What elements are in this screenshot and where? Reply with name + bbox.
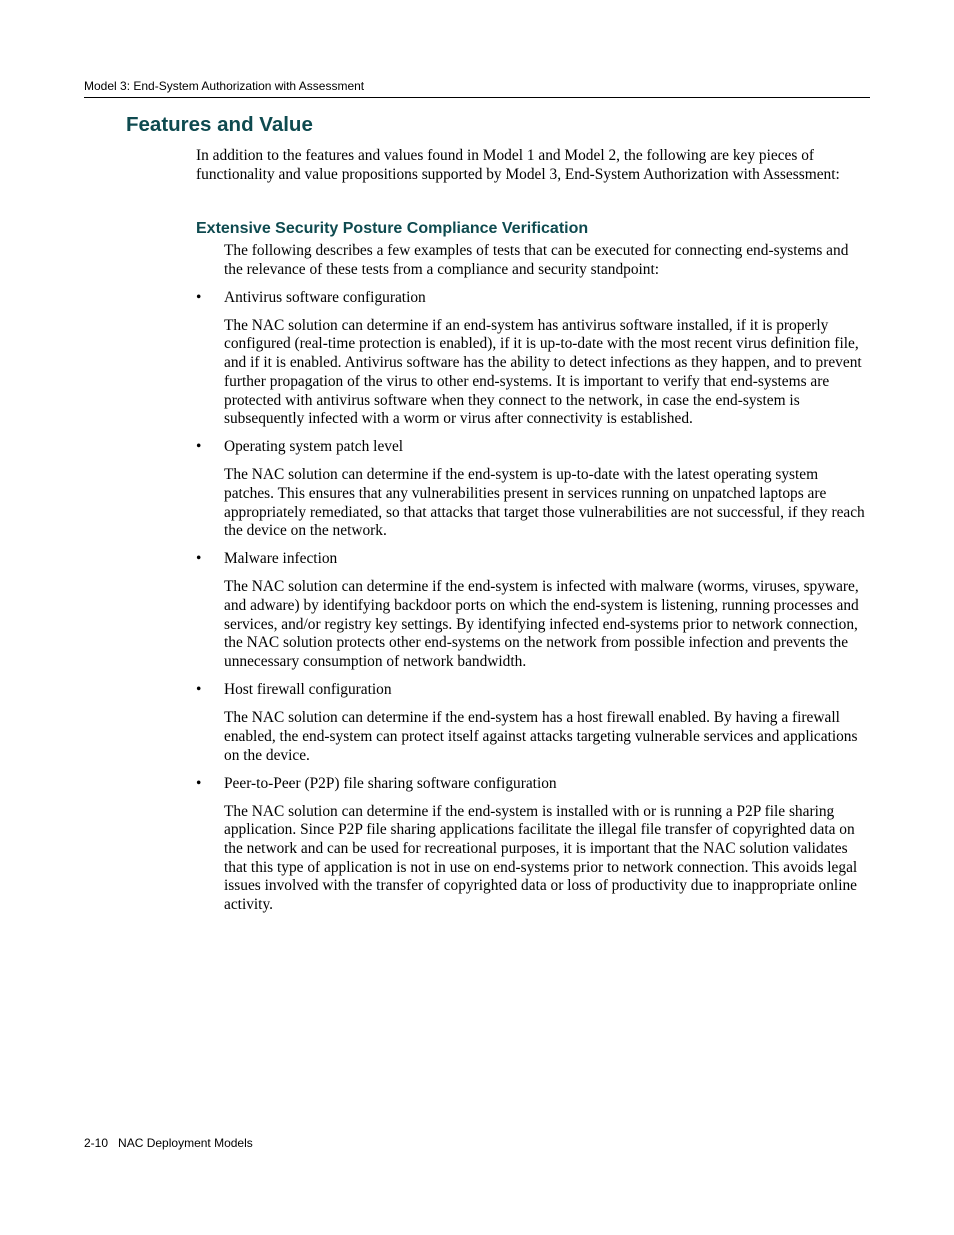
list-item-label: Operating system patch level xyxy=(224,438,404,456)
list-item-p2p xyxy=(196,775,870,915)
list-item-label: Antivirus software configuration xyxy=(224,288,426,306)
bullet-icon: • xyxy=(196,774,202,792)
list-item-label: Malware infection xyxy=(224,550,338,568)
list-item-malware xyxy=(196,550,870,672)
bullet-icon: • xyxy=(196,550,202,568)
list-item-description: The NAC solution can determine if the end-system is infected with malware (worms, viruses, spyware, and adware) by identifying backdoor ports on which the end-system is listening, running processes and services, and/or registry key settings. By identifying infected end-systems prior to network connection, the NAC solution protects other end-systems on the network from possible infection and prevents the unnecessary consumption of network bandwidth. xyxy=(224,578,859,671)
list-item-description: The NAC solution can determine if an end-system has antivirus software installed, if it is properly configured (real-time protection is enabled), if it is up-to-date with the most recent virus definition file, and if it is enabled. Antivirus software has the ability to detect infections as they happen, and to prevent further propagation of the virus to other end-systems. It is important to verify that end-systems are protected with antivirus software when they connect to the network, in case the end-system is subsequently infected with a worm or virus after connectivity is established. xyxy=(224,316,862,428)
page-number: 2-10 xyxy=(84,1136,109,1150)
list-item-antivirus xyxy=(196,289,870,429)
header-rule xyxy=(84,97,870,98)
section-title: Features and Value xyxy=(126,113,313,136)
running-header: Model 3: End-System Authorization with Assessment xyxy=(84,79,365,93)
running-footer xyxy=(84,1136,253,1150)
list-item-description: The NAC solution can determine if the end-system has a host firewall enabled. By having a firewall enabled, the end-system can protect itself against attacks targeting vulnerable services and applications on the device. xyxy=(224,709,858,764)
intro-paragraph: In addition to the features and values found in Model 1 and Model 2, the following are key pieces of functionality and value propositions supported by Model 3, End-System Authorization with Assessment: xyxy=(196,147,840,183)
footer-doc-title: NAC Deployment Models xyxy=(118,1136,253,1150)
list-item-label: Peer-to-Peer (P2P) file sharing software configuration xyxy=(224,774,557,792)
subsection-body xyxy=(196,242,870,924)
bullet-icon: • xyxy=(196,288,202,306)
lead-paragraph: The following describes a few examples of tests that can be executed for connecting end-systems and the relevance of these tests from a compliance and security standpoint: xyxy=(224,242,849,278)
subsection-title: Extensive Security Posture Compliance Verification xyxy=(196,220,589,237)
bullet-icon: • xyxy=(196,438,202,456)
list-item-description: The NAC solution can determine if the end-system is up-to-date with the latest operating system patches. This ensures that any vulnerabilities present in services running on unpatched laptops are appropriately remediated, so that attacks that target those vulnerabilities are not successful, if they reach the device on the network. xyxy=(224,466,865,540)
list-item-description: The NAC solution can determine if the end-system is installed with or is running a P2P file sharing application. Since P2P file sharing applications facilitate the illegal file transfer of copyrighted data on the network and can be used for recreational purposes, it is important that the NAC solution validates that this type of application is not in use on end-systems prior to network connection. This avoids legal issues involved with the transfer of copyrighted data or loss of productivity due to inappropriate online activity. xyxy=(224,802,858,914)
bullet-icon: • xyxy=(196,681,202,699)
list-item-label: Host firewall configuration xyxy=(224,681,392,699)
list-item-os-patch xyxy=(196,438,870,541)
list-item-firewall xyxy=(196,681,870,765)
